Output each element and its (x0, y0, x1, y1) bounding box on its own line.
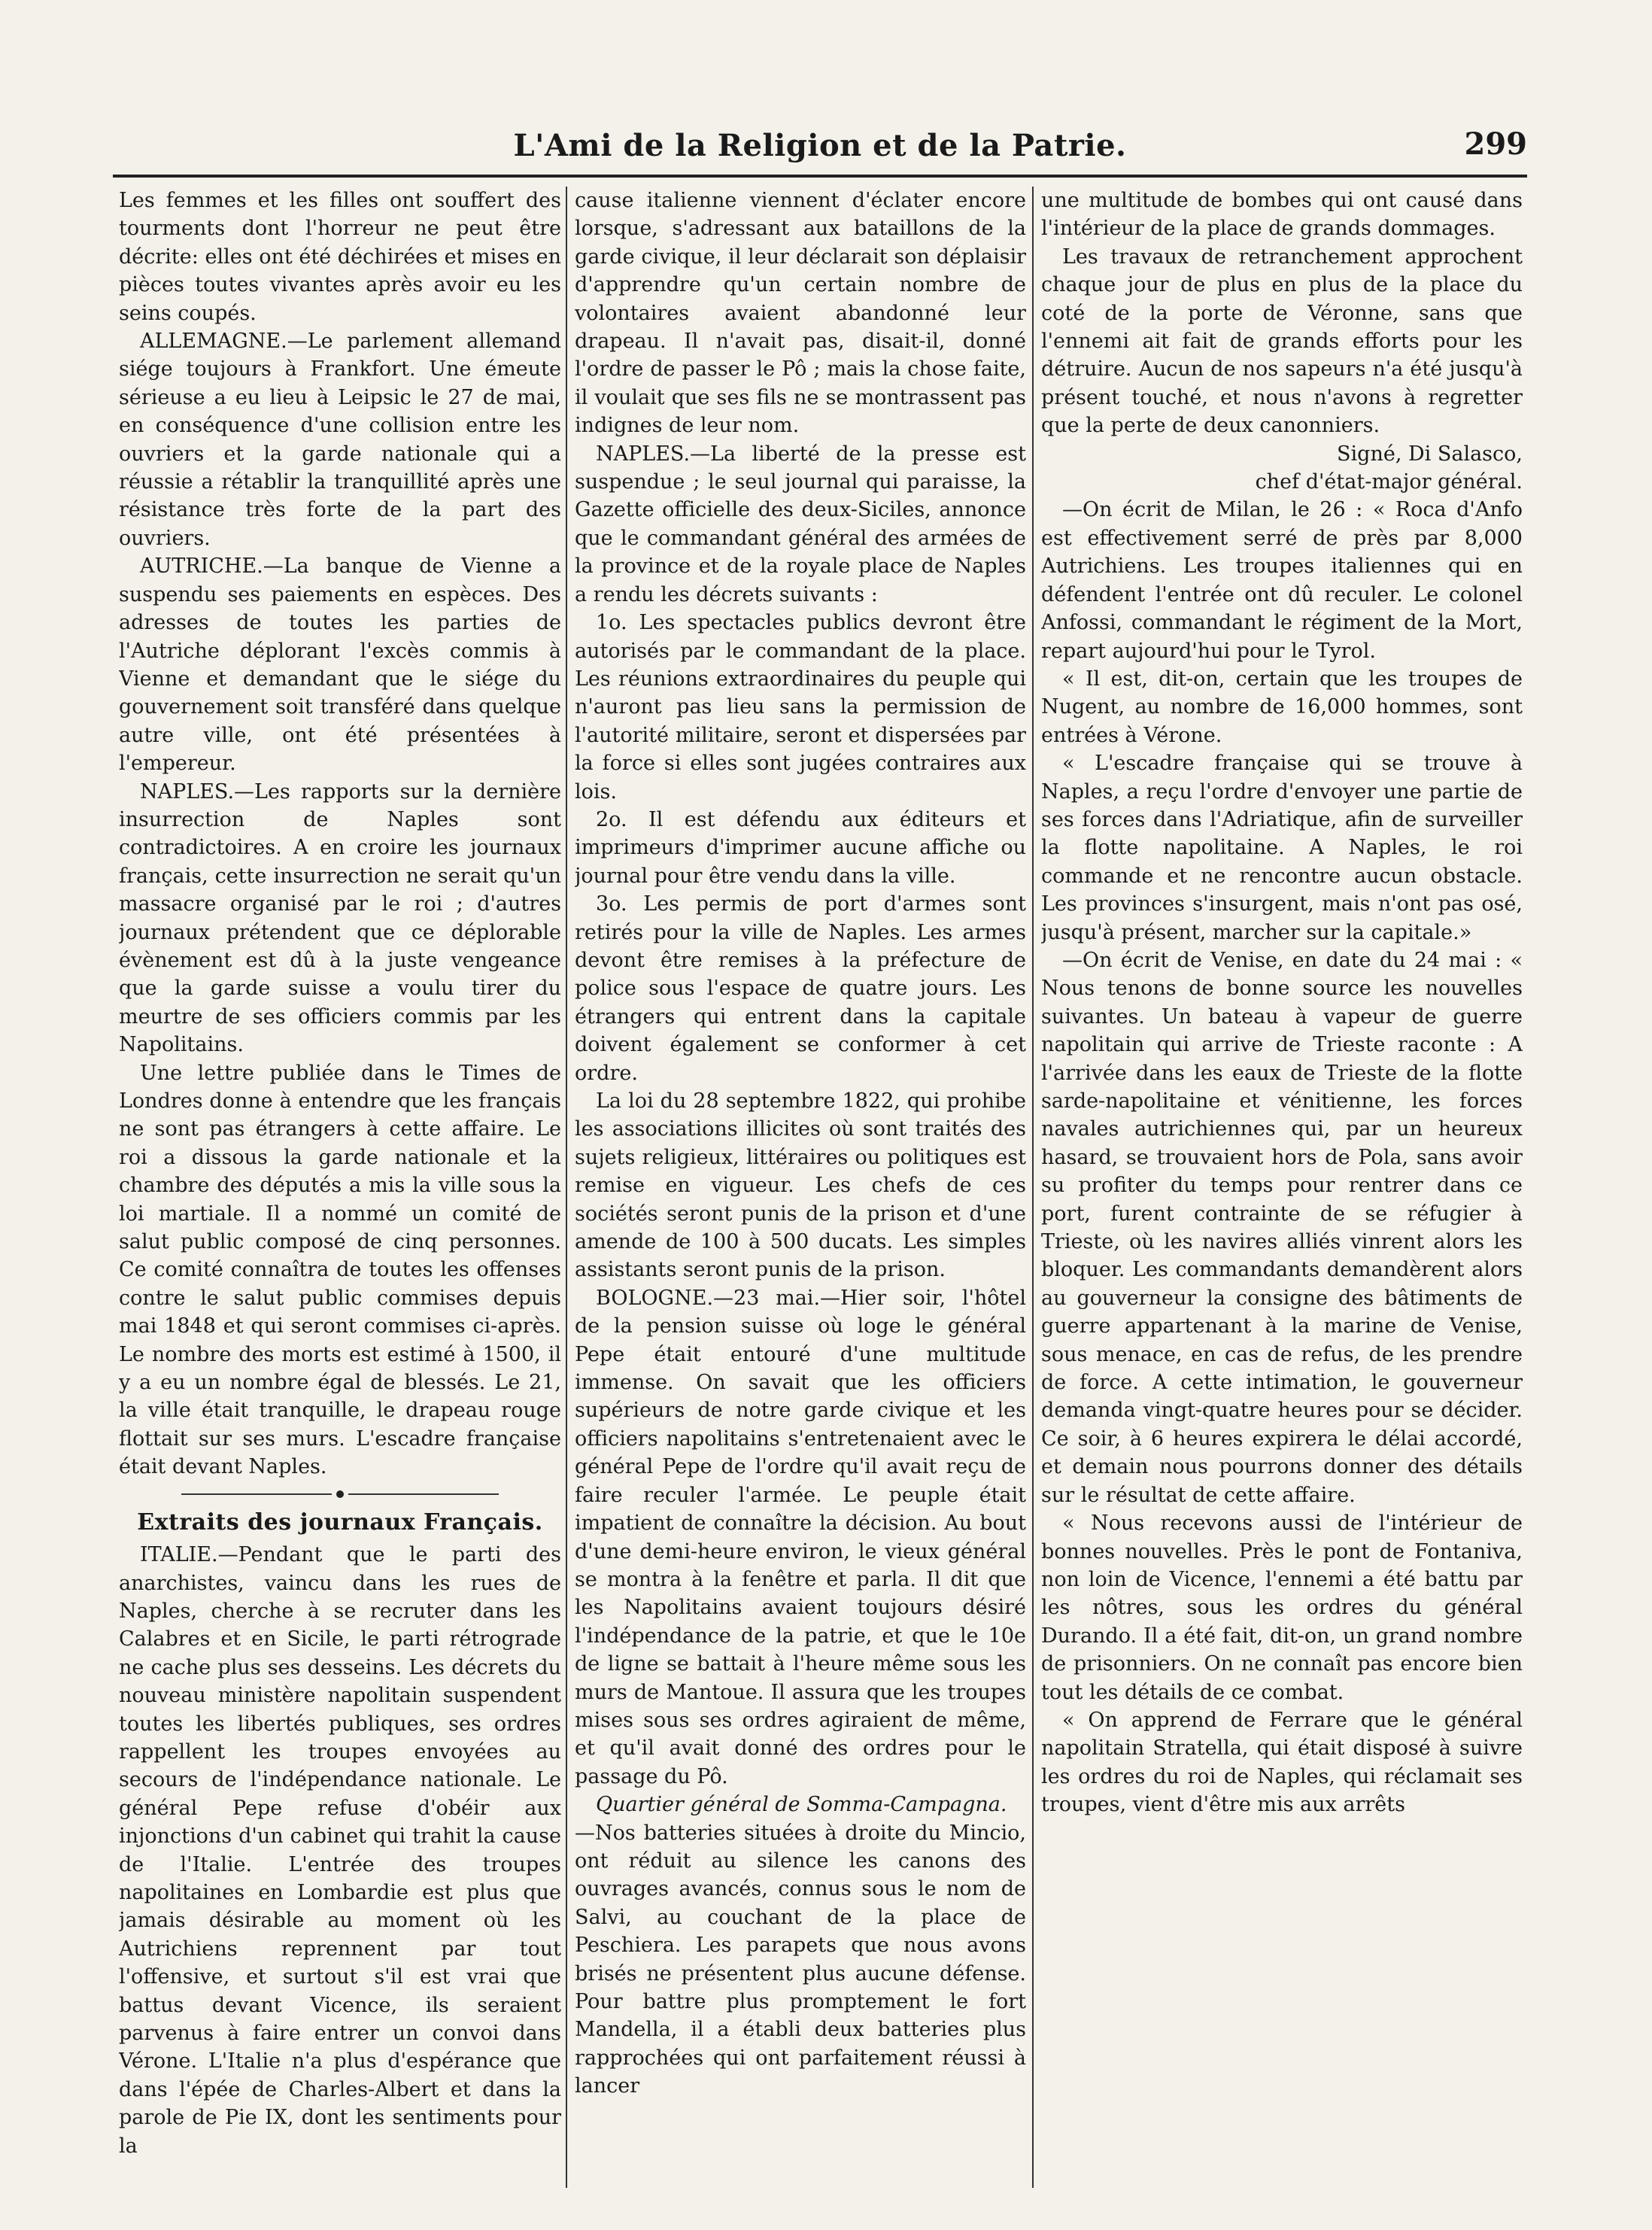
article-paragraph: « Il est, dit-on, certain que les troupes de Nugent, au nombre de 16,000 hommes, sont entrées à Vérone. (1041, 667, 1523, 747)
section-divider (119, 1486, 561, 1502)
column-1 (119, 187, 561, 2188)
article-paragraph: une multitude de bombes qui ont causé dans l'intérieur de la place de grands dommages. (1041, 189, 1523, 241)
page-number: 299 (1464, 126, 1527, 162)
column-2 (575, 187, 1026, 2188)
article-italie: ITALIE.—Pendant que le parti des anarchistes, vaincu dans les rues de Naples, cherche à se recruter dans les Calabres et en Sicile, le parti rétrograde ne cache plus ses desseins. Les décrets du nouveau ministère napolitain suspendent toutes les libertés publiques, ses ordres rappellent les troupes envoyées au secours de l'indépendance nationale. Le général Pepe refuse d'obéir aux injonctions d'un cabinet qui trahit la cause de l'Italie. L'entrée des troupes napolitaines en Lombardie est plus que jamais désirable au moment où les Autrichiens reprennent par tout l'offensive, et surtout s'il est vrai que battus devant Vicence, ils seraient parvenus à faire entrer un convoi dans Vérone. L'Italie n'a plus d'espérance que dans l'épée de Charles-Albert et dans la parole de Pie IX, dont les sentiments pour la (119, 1543, 561, 2158)
header-rule (113, 175, 1527, 178)
decree-3: 3o. Les permis de port d'armes sont retirés pour la ville de Naples. Les armes devont être remises à la préfecture de police sous l'espace de quatre jours. Les étrangers qui entrent dans la capitale doivent également se conformer à cet ordre. (575, 892, 1026, 1085)
journal-title: L'Ami de la Religion et de la Patrie. (513, 128, 1127, 163)
article-paragraph: Les travaux de retranchement approchent chaque jour de plus en plus de la place du coté de la porte de Véronne, sans que l'ennemi ait fait de grands efforts pour les détruire. Aucun de nos sapeurs n'a été jusqu'à présent touché, et nous n'avons à regretter que la perte de deux canonniers. (1041, 245, 1523, 438)
column-rule-1 (566, 187, 567, 2188)
signature: Signé, Di Salasco, (1337, 442, 1523, 466)
article-naples: NAPLES.—La liberté de la presse est suspendue ; le seul journal qui paraisse, la Gazette officielle des deux-Siciles, annonce que le commandant général des armées de la province et de la royale place de Naples a rendu les décrets suivants : (575, 442, 1026, 606)
section-heading: Extraits des journaux Français. (137, 1508, 543, 1536)
article-milan: —On écrit de Milan, le 26 : « Roca d'Anfo est effectivement serré de près par 8,000 Autrichiens. Les troupes italiennes qui en défendent l'entrée ont dû reculer. Le colonel Anfossi, commandant le régiment de la Mort, repart aujourd'hui pour le Tyrol. (1041, 498, 1523, 663)
article-paragraph: « Nous recevons aussi de l'intérieur de bonnes nouvelles. Près le pont de Fontaniva, non loin de Vicence, l'ennemi a été battu par les nôtres, sous les ordres du général Durando. Il a été fait, dit-on, un grand nombre de prisonniers. On ne connaît pas encore bien tout les détails de ce combat. (1041, 1511, 1523, 1704)
article-paragraph: « L'escadre française qui se trouve à Naples, a reçu l'ordre d'envoyer une partie de ses forces dans l'Adriatique, afin de surveiller la flotte napolitaine. A Naples, le roi commande et ne rencontre aucun obstacle. Les provinces s'insurgent, mais n'ont pas osé, jusqu'à présent, marcher sur la capitale.» (1041, 752, 1523, 944)
article-autriche: AUTRICHE.—La banque de Vienne a suspendu ses paiements en espèces. Des adresses de toutes les parties de l'Autriche déplorant l'excès commis à Vienne et demandant que le siége du gouvernement soit transféré dans quelque autre ville, ont été présentées à l'empereur. (119, 554, 561, 776)
article-venise: —On écrit de Venise, en date du 24 mai : « Nous tenons de bonne source les nouvelles suivantes. Un bateau à vapeur de guerre napolitain qui arrive de Trieste raconte : A l'arrivée dans les eaux de Trieste de la flotte sarde-napolitaine et vénitienne, les forces navales autrichiennes qui, par un heureux hasard, se trouvaient hors de Pola, sans avoir su profiter du temps pour rentrer dans ce port, furent contrainte de se réfugier à Trieste, où les navires alliés vinrent alors les bloquer. Les commandants demandèrent alors au gouverneur la consigne des bâtiments de guerre appartenant à la marine de Venise, sous menace, en cas de refus, de les prendre de force. A cette intimation, le gouverneur demanda vingt-quatre heures pour se décider. Ce soir, à 6 heures expirera le délai accordé, et demain nous pourrons donner des détails sur le résultat de cette affaire. (1041, 948, 1523, 1507)
decree-2: 2o. Il est défendu aux éditeurs et imprimeurs d'imprimer aucune affiche ou journal pour être vendu dans la ville. (575, 807, 1026, 888)
article-paragraph: —Nos batteries situées à droite du Mincio, ont réduit au silence les canons des ouvrages avancés, connus sous le nom de Salvi, au couchant de la place de Peschiera. Les parapets que nous avons brisés ne présentent plus aucune défense. Pour battre plus promptement le fort Mandella, il a établi deux batteries plus rapprochées qui ont parfaitement réussi à lancer (575, 1821, 1026, 2098)
article-naples: NAPLES.—Les rapports sur la dernière insurrection de Naples sont contradictoires. A en croire les journaux français, cette insurrection ne serait qu'un massacre organisé par le roi ; d'autres journaux prétendent que ce déplorable évènement est dû à la juste vengeance que la garde suisse a voulu tirer du meurtre de ses officiers commis par les Napolitains. (119, 779, 561, 1057)
article-paragraph: La loi du 28 septembre 1822, qui prohibe les associations illicites où sont traités des sujets religieux, littéraires ou politiques est remise en vigueur. Les chefs de ces sociétés seront punis de la prison et d'une amende de 100 à 500 ducats. Les simples assistants seront punis de la prison. (575, 1089, 1026, 1282)
article-paragraph: « On apprend de Ferrare que le général napolitain Stratella, qui était disposé à suivre les ordres du roi de Naples, qui réclamait ses troupes, vient d'être mis aux arrêts (1041, 1708, 1523, 1817)
column-3 (1041, 187, 1523, 2188)
signature-title: chef d'état-major général. (1255, 470, 1523, 494)
page-header (113, 120, 1527, 173)
article-paragraph: Une lettre publiée dans le Times de Londres donne à entendre que les français ne sont pas étrangers à cette affaire. Le roi a dissous la garde nationale et la chambre des députés a mis la ville sous la loi martiale. Il a nommé un comité de salut public composé de cinq personnes. Ce comité connaîtra de toutes les offenses contre le salut public commises depuis mai 1848 et qui seront commises ci-après. Le nombre des morts est estimé à 1500, il y a eu un nombre égal de blessés. Le 21, la ville était tranquille, le drapeau rouge flottait sur ses murs. L'escadre française était devant Naples. (119, 1061, 561, 1479)
column-rule-2 (1032, 187, 1034, 2188)
article-paragraph: cause italienne viennent d'éclater encore lorsque, s'adressant aux bataillons de la garde civique, il leur déclarait son déplaisir d'apprendre qu'un certain nombre de volontaires avaient abandonné leur drapeau. Il n'avait pas, disait-il, donné l'ordre de passer le Pô ; mais la chose faite, il voulait que ses fils ne se montrassent pas indignes de leur nom. (575, 189, 1026, 438)
article-paragraph: Les femmes et les filles ont souffert des tourments dont l'horreur ne peut être décrite: elles ont été déchirées et mises en pièces toutes vivantes après avoir eu les seins coupés. (119, 189, 561, 325)
decree-1: 1o. Les spectacles publics devront être autorisés par le commandant de la place. Les réunions extraordinaires du peuple qui n'auront pas lieu sans la permission de l'autorité militaire, seront et dispersées par la force si elles sont jugées contraires aux lois. (575, 611, 1026, 804)
article-allemagne: ALLEMAGNE.—Le parlement allemand siége toujours à Frankfort. Une émeute sérieuse a eu lieu à Leipsic le 27 de mai, en conséquence d'une collision entre les ouvriers et la garde nationale qui a réussie a rétablir la tranquillité après une résistance très forte de la part des ouvriers. (119, 330, 561, 550)
dateline-quartier-general: Quartier général de Somma-Campagna. (596, 1793, 1007, 1817)
article-bologne: BOLOGNE.—23 mai.—Hier soir, l'hôtel de la pension suisse où loge le général Pepe était entouré d'une multitude immense. On savait que les officiers supérieurs de notre garde civique et les officiers napolitains s'entretenaient avec le général Pepe de l'ordre qu'il avait reçu de faire reculer l'armée. Le peuple était impatient de connaître la décision. Au bout d'une demi-heure environ, le vieux général se montra à la fenêtre et parla. Il dit que les Napolitains avaient toujours désiré l'indépendance de la patrie, et que le 10e de ligne se battait à l'heure même sous les murs de Mantoue. Il assura que les troupes mises sous ses ordres agiraient de même, et qu'il avait donné des ordres pour le passage du Pô. (575, 1286, 1026, 1788)
